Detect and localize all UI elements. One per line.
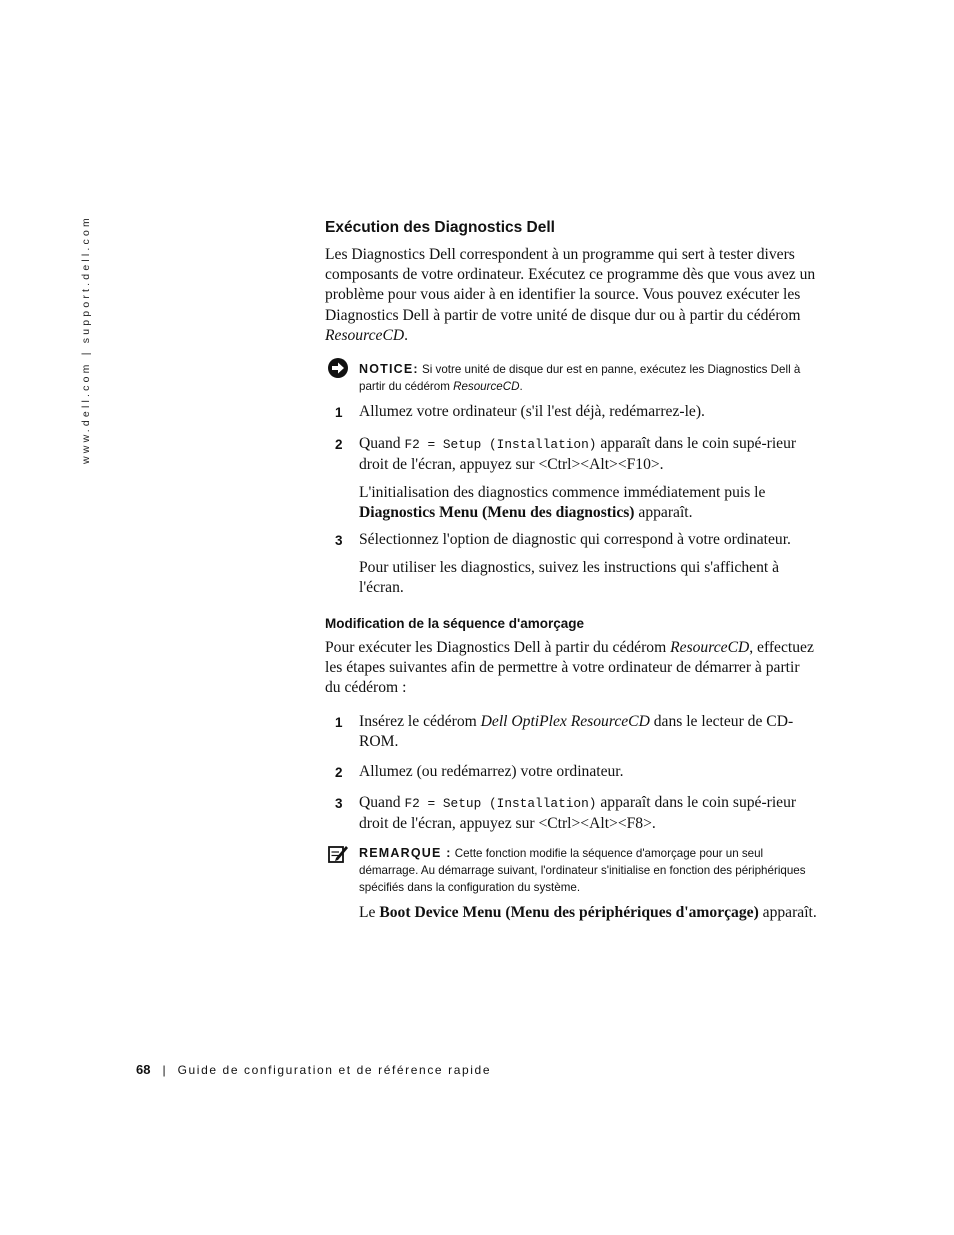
notice-em: ResourceCD xyxy=(453,380,520,393)
step-text: Allumez votre ordinateur (s'il l'est déjà, redémarrez-le). xyxy=(359,403,705,420)
page-number: 68 xyxy=(136,1062,151,1077)
boot-intro-post: , effectuez les étapes suivantes afin de permettre à votre ordinateur de démarrer à partir du cédérom : xyxy=(325,639,814,697)
step-pre: Quand xyxy=(359,435,405,452)
notice-end: . xyxy=(519,380,523,393)
step-text xyxy=(359,434,817,475)
footer-title: Guide de configuration et de référence rapide xyxy=(177,1063,492,1077)
boot-intro-paragraph xyxy=(325,638,817,699)
step-number: 2 xyxy=(335,765,343,780)
intro-text: Les Diagnostics Dell correspondent à un programme qui sert à tester divers composants de votre ordinateur. Exécutez ce programme dès que vous avez un problème pour vous aider à en identifier la source. Vous pouvez exécuter les Diagnostics Dell à partir de votre unité de disque dur ou à partir du cédérom xyxy=(325,246,816,324)
side-url: www.dell.com | support.dell.com xyxy=(80,215,92,464)
follow-post: apparaît. xyxy=(634,504,693,522)
final-paragraph xyxy=(359,903,817,923)
footer-separator: | xyxy=(162,1063,166,1077)
step-post: dans le lecteur de CD-ROM. xyxy=(359,713,794,751)
subsection-heading: Modification de la séquence d'amorçage xyxy=(325,616,585,631)
step-number: 3 xyxy=(335,533,343,548)
notice-arrow-icon xyxy=(327,357,349,379)
step-pre: Insérez le cédérom xyxy=(359,713,481,730)
page-footer xyxy=(136,1062,491,1077)
step-number: 1 xyxy=(335,715,343,730)
boot-intro-em: ResourceCD xyxy=(670,639,750,656)
final-post: apparaît. xyxy=(758,904,817,921)
note-pencil-icon xyxy=(327,842,349,864)
notice-label: NOTICE: xyxy=(359,362,419,376)
boot-intro-pre: Pour exécuter les Diagnostics Dell à partir du cédérom xyxy=(325,639,671,656)
intro-end: . xyxy=(404,326,409,344)
step-follow-text xyxy=(359,483,817,523)
step-number: 3 xyxy=(335,796,343,811)
step-em: Dell OptiPlex ResourceCD xyxy=(480,713,650,730)
step-text xyxy=(359,712,817,752)
step-text: Allumez (ou redémarrez) votre ordinateur. xyxy=(359,763,624,780)
remarque-text: Cette fonction modifie la séquence d'amorçage pour un seul démarrage. Au démarrage suivant, l'ordinateur s'initialise en fonction des périphériques spécifiés dans la configuration du système. xyxy=(359,847,806,894)
step-follow-text: Pour utiliser les diagnostics, suivez les instructions qui s'affichent à l'écran. xyxy=(359,559,780,597)
intro-paragraph xyxy=(325,245,817,346)
step-post: apparaît dans le coin supé-rieur droit de l'écran, appuyez sur <Ctrl><Alt><F8>. xyxy=(359,794,797,833)
remarque-block xyxy=(359,845,819,896)
final-pre: Le xyxy=(359,904,380,921)
follow-bold: Diagnostics Menu (Menu des diagnostics) xyxy=(359,504,635,522)
intro-em: ResourceCD xyxy=(325,326,405,344)
step-pre: Quand xyxy=(359,794,405,811)
remarque-label: REMARQUE : xyxy=(359,846,452,860)
follow-pre: L'initialisation des diagnostics commence immédiatement puis le xyxy=(359,484,766,501)
setup-code: F2 = Setup (Installation) xyxy=(404,437,597,452)
notice-block xyxy=(359,361,819,395)
setup-code: F2 = Setup (Installation) xyxy=(404,796,597,811)
step-post: apparaît dans le coin supé-rieur droit de l'écran, appuyez sur <Ctrl><Alt><F10>. xyxy=(359,435,797,474)
notice-text: Si votre unité de disque dur est en panne, exécutez les Diagnostics Dell à partir du cédérom xyxy=(359,363,801,393)
section-heading: Exécution des Diagnostics Dell xyxy=(325,219,555,236)
step-text xyxy=(359,793,817,834)
final-bold: Boot Device Menu (Menu des périphériques d'amorçage) xyxy=(379,904,759,921)
step-number: 1 xyxy=(335,405,343,420)
step-text: Sélectionnez l'option de diagnostic qui correspond à votre ordinateur. xyxy=(359,531,791,548)
step-number: 2 xyxy=(335,437,343,452)
